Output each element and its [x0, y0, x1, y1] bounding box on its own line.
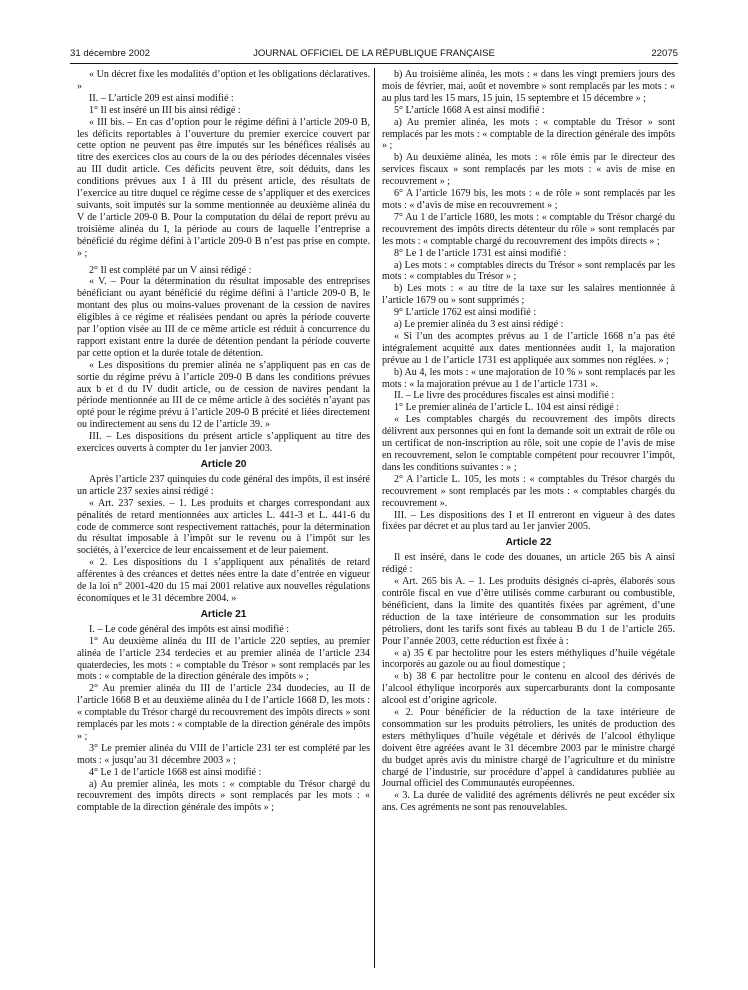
- paragraph: a) Le premier alinéa du 3 est ainsi rédigé :: [394, 319, 564, 331]
- article-heading: Article 21: [200, 608, 247, 620]
- article-heading: Article 22: [505, 537, 552, 549]
- paragraph: « Les comptables chargés du recouvrement des impôts directs délivrent aux personnes qui en font la demande soit un extrait de rôle ou un certificat de non-inscription au rôle, soit une copie de l’avis de mise en recouvrement, selon le comptable compétent pour recouvrer l’impôt, dans les conditions suivantes : » ;: [382, 414, 675, 473]
- header-date: 31 décembre 2002: [70, 48, 151, 59]
- header-page-number: 22075: [651, 48, 678, 59]
- paragraph: « Si l’un des acomptes prévus au 1 de l’article 1668 n’a pas été intégralement acquitté aux dates mentionnées audit 1, la majoration prévue au 1 de l’article 1731 est appliquée aux sommes non réglées. » ;: [382, 330, 675, 366]
- paragraph: b) Au deuxième alinéa, les mots : « rôle émis par le directeur des services fiscaux » sont remplacés par les mots : « avis de mise en recouvrement » ;: [382, 152, 675, 188]
- paragraph: III. – Les dispositions des I et II entreront en vigueur à des dates fixées par décret et au plus tard au 1er janvier 2005.: [382, 509, 675, 533]
- paragraph: III. – Les dispositions du présent article s’appliquent au titre des exercices ouverts à compter du 1er janvier 2003.: [77, 431, 370, 455]
- paragraph: 2° A l’article L. 105, les mots : « comptables du Trésor chargés du recouvrement » sont remplacés par les mots : « comptables chargés du recouvrement ».: [382, 473, 675, 509]
- paragraph: a) Au premier alinéa, les mots : « comptable du Trésor » sont remplacés par les mots : « comptable de la direction générale des impôts » ;: [382, 116, 675, 152]
- paragraph: b) Les mots : « au titre de la taxe sur les salaires mentionnée à l’article 1679 ou » sont supprimés ;: [382, 283, 675, 307]
- paragraph: b) Au 4, les mots : « une majoration de 10 % » sont remplacés par les mots : « la majoration prévue au 1 de l’article 1731 ».: [382, 366, 675, 390]
- paragraph: 7° Au 1 de l’article 1680, les mots : « comptable du Trésor chargé du recouvrement des impôts directs détenteur du rôle » sont remplacés par les mots : « comptable chargé du recouvrement des impôts directs » ;: [382, 211, 675, 247]
- paragraph: a) Les mots : « comptables directs du Trésor » sont remplacés par les mots : « comptables du Trésor » ;: [382, 259, 675, 283]
- paragraph: Il est inséré, dans le code des douanes, un article 265 bis A ainsi rédigé :: [382, 552, 675, 576]
- paragraph: 9° L’article 1762 est ainsi modifié :: [394, 307, 537, 319]
- right-column: [382, 69, 675, 814]
- left-column: [77, 69, 370, 814]
- header-journal-title: JOURNAL OFFICIEL DE LA RÉPUBLIQUE FRANÇAISE: [253, 48, 495, 59]
- paragraph: 1° Le premier alinéa de l’article L. 104 est ainsi rédigé :: [394, 402, 619, 414]
- paragraph: 6° A l’article 1679 bis, les mots : « de rôle » sont remplacés par les mots : « d’avis de mise en recouvrement » ;: [382, 188, 675, 211]
- column-divider: [374, 68, 375, 968]
- page-header: [70, 48, 678, 64]
- paragraph: « a) 35 € par hectolitre pour les esters méthyliques d’huile végétale incorporés au gazole ou au fioul domestique ;: [382, 647, 675, 671]
- paragraph: Après l’article 237 quinquies du code général des impôts, il est inséré un article 237 sexies ainsi rédigé :: [77, 473, 370, 497]
- paragraph: « 3. La durée de validité des agréments délivrés ne peut excéder six ans. Ces agréments ne sont pas renouvelables.: [382, 790, 675, 814]
- article-heading: Article 20: [200, 459, 247, 470]
- paragraph: 4° Le 1 de l’article 1668 est ainsi modifié :: [89, 766, 262, 778]
- paragraph: I. – Le code général des impôts est ainsi modifié :: [89, 623, 290, 635]
- paragraph: « 2. Pour bénéficier de la réduction de la taxe intérieure de consommation sur les produits pétroliers, les unités de production des esters méthyliques d’huile végétale et dérivés de l’alcool éthylique doivent être agréées avant le 31 décembre 2003 par le ministre chargé du budget après avis du ministre chargé de l’agriculture et du ministre chargé de l’industrie, sur procédure d’appel à candidatures publiée au Journal officiel des Communautés européennes.: [382, 707, 675, 790]
- paragraph: 5° L’article 1668 A est ainsi modifié :: [394, 104, 545, 116]
- paragraph: 8° Le 1 de l’article 1731 est ainsi modifié :: [394, 247, 567, 259]
- paragraph: II. – Le livre des procédures fiscales est ainsi modifié :: [394, 390, 615, 402]
- paragraph: « b) 38 € par hectolitre pour le contenu en alcool des dérivés de l’alcool éthylique incorporés aux supercarburants dont la composante alcool est d’origine agricole.: [382, 671, 675, 707]
- paragraph: « Art. 237 sexies. – 1. Les produits et charges correspondant aux pénalités de retard mentionnées aux articles L. 441-3 et L. 441-6 du code de commerce sont respectivement rattachés, pour la détermination du résultat imposable à l’impôt sur le revenu ou à l’impôt sur les sociétés, à l’exercice de leur encaissement et de leur paiement.: [77, 497, 370, 557]
- paragraph: « Les dispositions du premier alinéa ne s’appliquent pas en cas de sortie du régime prévu à l’article 209-0 B dans les conditions prévues aux b et d du IV dudit article, ou de cession de navires pendant la période mentionnée au III de ce même article à des sociétés n’ayant pas opté pour le régime prévu à l’article 209-0 B précité et liées directement ou indirectement au sens du 12 de l’article 39. »: [77, 359, 370, 431]
- paragraph: 1° Il est inséré un III bis ainsi rédigé :: [89, 104, 241, 116]
- paragraph: II. – L’article 209 est ainsi modifié :: [89, 92, 234, 104]
- paragraph: 2° Au premier alinéa du III de l’article 234 duodecies, au II de l’article 1668 B et au deuxième alinéa du I de l’article 1668 D, les mots : « comptable du Trésor chargé du recouvrement des impôts directs » sont remplacés par les mots : « comptable de la direction générale des impôts » ;: [77, 683, 370, 742]
- paragraph: 1° Au deuxième alinéa du III de l’article 220 septies, au premier alinéa de l’article 234 terdecies et au premier alinéa de l’article 234 quaterdecies, les mots : « comptable du Trésor » sont remplacés par les mots : « comptable de la direction générale des impôts » ;: [77, 635, 370, 683]
- paragraph: 3° Le premier alinéa du VIII de l’article 231 ter est complété par les mots : « jusqu’au 31 décembre 2003 » ;: [77, 742, 370, 766]
- paragraph: « III bis. – En cas d’option pour le régime défini à l’article 209-0 B, les déficits reportables à l’ouverture du premier exercice couvert par cette option ne peuvent pas être imputés sur les bénéfices réalisés au titre des exercices clos au cours de la ou des périodes décennales visées au III dudit article. Ces déficits peuvent être, soit déduits, dans les conditions prévues aux I à III du présent article, des résultats de l’exercice au titre duquel ce régime cesse de s’appliquer et des exercices suivants, soit imputés sur la somme mentionnée au deuxième alinéa du V de l’article 209-0 B. Pour la computation du délai de report prévu au troisième alinéa du I, la période au cours de laquelle l’entreprise a bénéficié du régime défini à l’article 209-0 B n’est pas prise en compte. » ;: [77, 116, 370, 259]
- paragraph: « V. – Pour la détermination du résultat imposable des entreprises bénéficiant ou ayant bénéficié du régime défini à l’article 209-0 B, le montant des plus ou moins-values provenant de la cession de navires éligibles à ce régime et réalisées pendant ou après la période couverte par l’option visée au III de ce même article est réduit à concurrence du rapport existant entre la durée de détention pendant la période couverte par cette option et la durée totale de détention.: [77, 276, 370, 359]
- paragraph: a) Au premier alinéa, les mots : « comptable du Trésor chargé du recouvrement des impôts directs » sont remplacés par les mots : « comptable de la direction générale des impôts » ;: [77, 778, 370, 814]
- header-rule: [70, 63, 678, 64]
- paragraph: « Art. 265 bis A. – 1. Les produits désignés ci-après, élaborés sous contrôle fiscal en vue d’être utilisés comme carburant ou combustible, bénéficient, dans la limite des quantités fixées par agrément, d’une réduction de la taxe intérieure de consommation sur les produits pétroliers, dont les tarifs sont fixés au tableau B du 1 de l’article 265. Pour l’année 2003, cette réduction est fixée à :: [382, 576, 675, 647]
- paragraph: 2° Il est complété par un V ainsi rédigé :: [89, 264, 252, 276]
- paragraph: b) Au troisième alinéa, les mots : « dans les vingt premiers jours des mois de février, mai, août et novembre » sont remplacés par les mots : « au plus tard les 15 mars, 15 juin, 15 septembre et 15 décembre » ;: [382, 69, 675, 104]
- paragraph: « 2. Les dispositions du 1 s’appliquent aux pénalités de retard afférentes à des créances et dettes nées entre la date d’entrée en vigueur de la loi n° 2001-420 du 15 mai 2001 relative aux nouvelles régulations économiques et le 31 décembre 2004. »: [77, 557, 370, 604]
- paragraph: « Un décret fixe les modalités d’option et les obligations déclaratives. »: [77, 69, 370, 92]
